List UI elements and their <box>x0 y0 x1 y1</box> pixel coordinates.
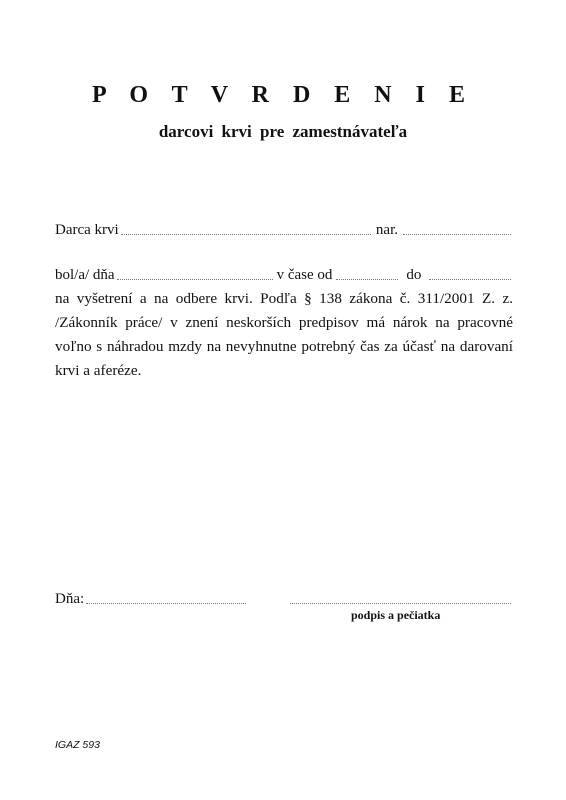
signature-stamp-label: podpis a pečiatka <box>351 608 441 622</box>
form-subtitle: darcovi krvi pre zamestnávateľa <box>158 122 408 141</box>
was-on-label: bol/a/ dňa <box>55 267 115 283</box>
donor-name-field[interactable] <box>121 233 371 235</box>
time-from-label: v čase od <box>276 267 333 283</box>
date-label: Dňa: <box>55 591 85 607</box>
form-code: IGAZ 593 <box>55 739 100 751</box>
donor-line <box>55 222 513 239</box>
birth-date-field[interactable] <box>403 233 511 235</box>
signature-field[interactable] <box>290 602 511 604</box>
form-title: P O T V R D E N I E <box>92 82 474 108</box>
date-time-line <box>55 267 513 284</box>
legal-text-paragraph: na vyšetrení a na odbere krvi. Podľa § 138 zákona č. 311/2001 Z. z. /Zákonník práce/ v znení neskorších predpisov má nárok na pracovné voľno s náhradou mzdy na nevyhnutne potrebný čas za účasť na darovaní krvi a aferéze. <box>55 290 513 379</box>
time-to-label: do <box>406 267 422 283</box>
sign-date-field[interactable] <box>86 602 246 604</box>
born-label: nar. <box>375 222 398 238</box>
signature-line <box>55 591 513 608</box>
donor-label: Darca krvi <box>55 222 119 238</box>
time-from-field[interactable] <box>336 278 398 280</box>
visit-date-field[interactable] <box>117 278 273 280</box>
time-to-field[interactable] <box>429 278 511 280</box>
